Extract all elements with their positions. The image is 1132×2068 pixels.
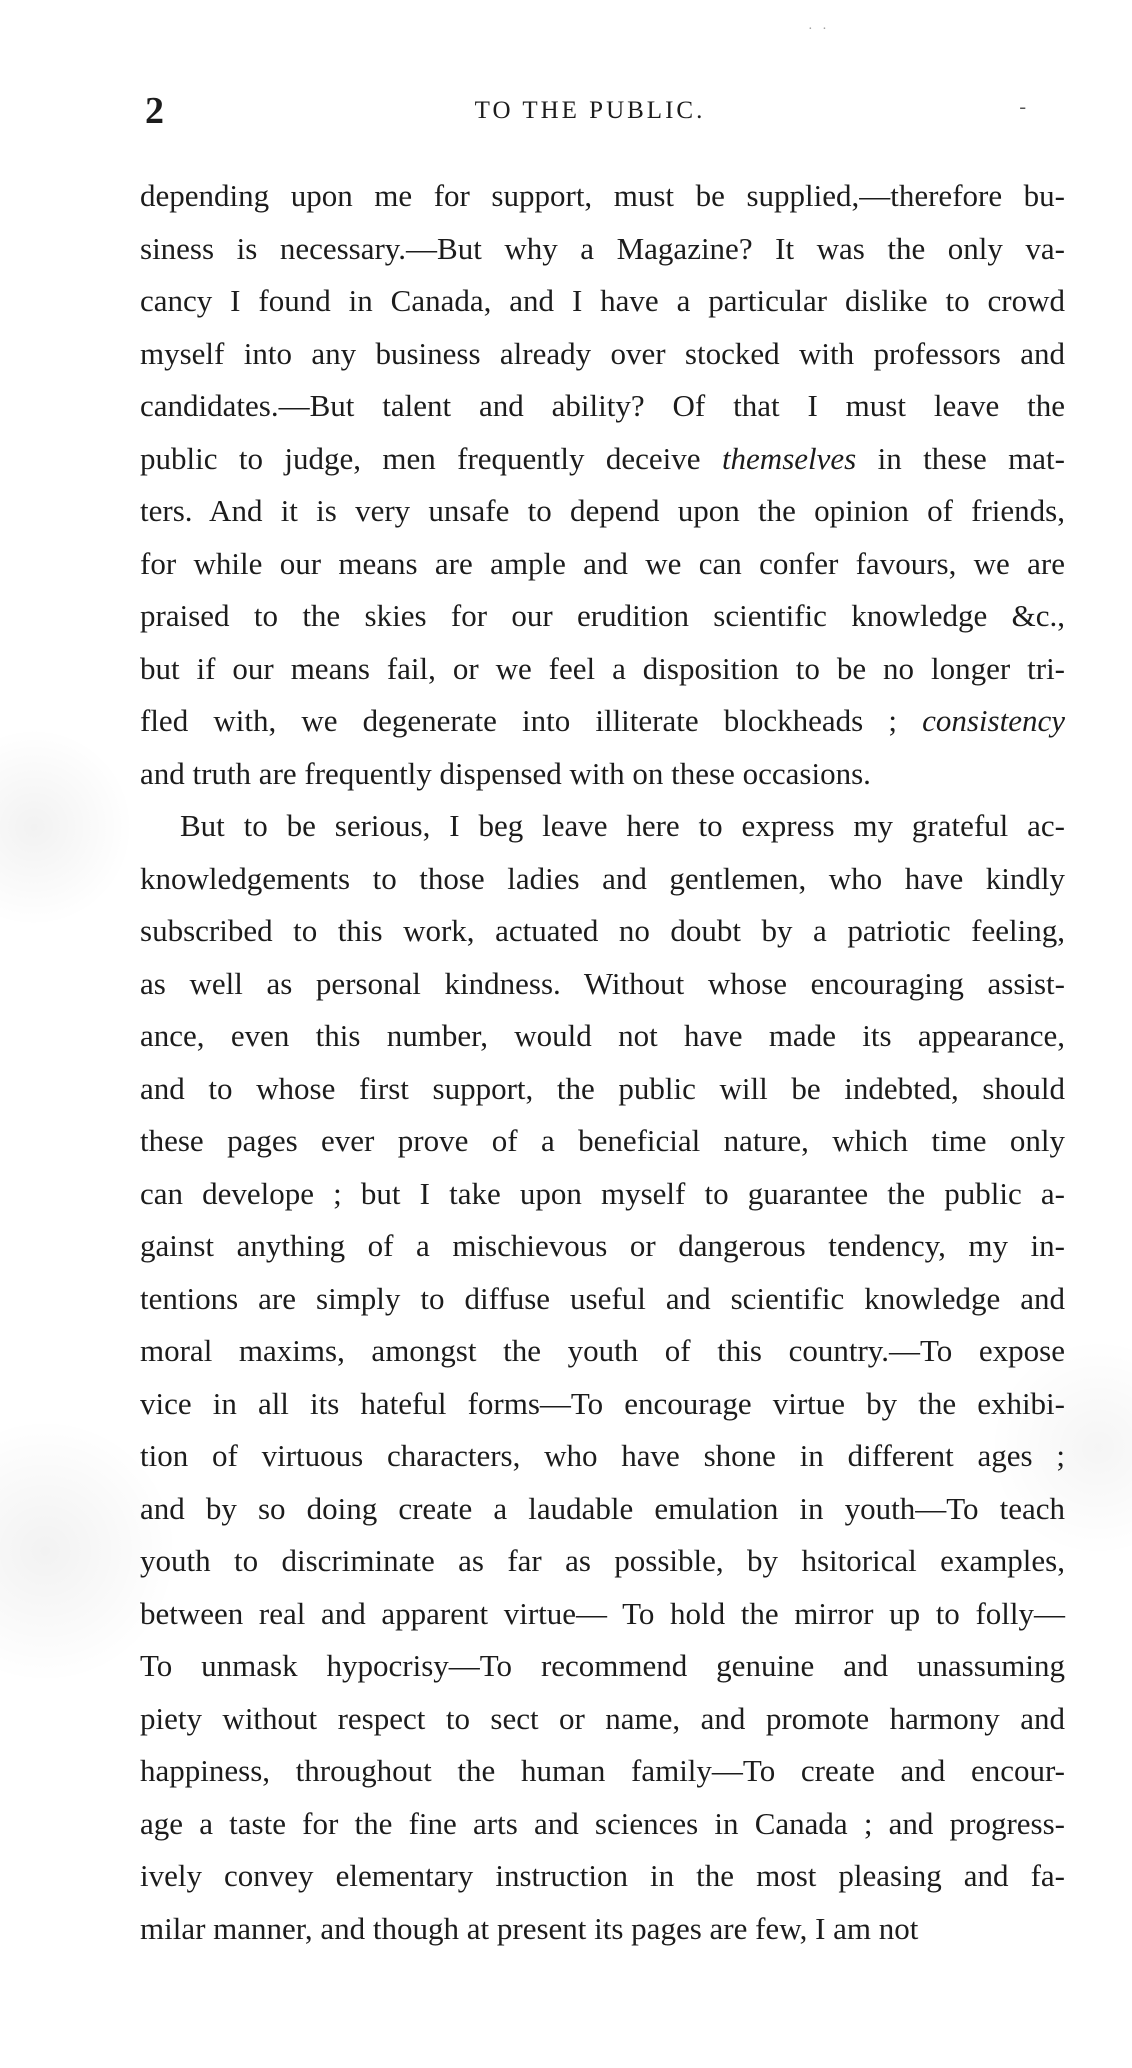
running-head: TO THE PUBLIC. — [474, 97, 706, 124]
line-text: can develope ; but I take upon myself to guarantee the public a- — [140, 1175, 1065, 1211]
line-text: ively convey elementary instruction in the most pleasing and fa- — [140, 1858, 1065, 1893]
line-text: myself into any business already over stocked with professors and — [140, 335, 1065, 371]
text-line — [140, 1903, 1065, 1956]
line-text: ters. And it is very unsafe to depend upon the opinion of friends, — [140, 493, 1065, 528]
line-text: But to be serious, I beg leave here to express my grateful ac- — [180, 808, 1065, 843]
line-text: and by so doing create a laudable emulation in youth—To teach — [140, 1490, 1065, 1526]
line-text: public to judge, men frequently deceive — [140, 440, 722, 476]
line-text: candidates.—But talent and ability? Of that I must leave the — [140, 388, 1065, 423]
text-line — [140, 853, 1065, 906]
line-text: praised to the skies for our erudition scientific knowledge &c., — [140, 598, 1065, 633]
scan-speck: · · — [808, 22, 830, 37]
text-line — [140, 1430, 1065, 1483]
text-line — [140, 1115, 1065, 1168]
text-line — [140, 1640, 1065, 1693]
text-line — [140, 275, 1065, 328]
line-text: but if our means fail, or we feel a disposition to be no longer tri- — [140, 650, 1065, 686]
text-line — [140, 1325, 1065, 1378]
text-line — [140, 1535, 1065, 1588]
text-line — [140, 643, 1065, 696]
line-text: fled with, we degenerate into illiterate blockheads ; — [140, 703, 923, 738]
line-text: and truth are frequently dispensed with on these occasions. — [140, 755, 871, 791]
page-number: 2 — [145, 90, 164, 132]
line-text: tion of virtuous characters, who have shone in different ages ; — [140, 1438, 1065, 1473]
text-line — [140, 1220, 1065, 1273]
line-text: tentions are simply to diffuse useful and scientific knowledge and — [140, 1280, 1065, 1316]
body-text — [140, 170, 1065, 1955]
text-line — [140, 905, 1065, 958]
line-text: gainst anything of a mischievous or dangerous tendency, my in- — [140, 1228, 1065, 1263]
line-text: milar manner, and though at present its pages are few, I am not — [140, 1910, 919, 1946]
text-line — [140, 485, 1065, 538]
text-line — [140, 958, 1065, 1011]
page-header — [140, 88, 1040, 138]
text-line — [140, 1483, 1065, 1536]
text-line — [140, 1588, 1065, 1641]
text-line — [140, 748, 1065, 801]
line-text: youth to discriminate as far as possible, by hsitorical examples, — [140, 1543, 1065, 1578]
line-text: cancy I found in Canada, and I have a particular dislike to crowd — [140, 283, 1065, 318]
line-text: as well as personal kindness. Without whose encouraging assist- — [140, 965, 1065, 1001]
italic-word: consistency — [922, 703, 1065, 738]
paragraph-1 — [140, 170, 1065, 800]
text-line — [140, 590, 1065, 643]
line-text: siness is necessary.—But why a Magazine? It was the only va- — [140, 230, 1065, 266]
text-line — [140, 800, 1065, 853]
header-mark: - — [1019, 96, 1026, 118]
line-text: for while our means are ample and we can confer favours, we are — [140, 545, 1065, 581]
text-line — [140, 433, 1065, 486]
text-line — [140, 1693, 1065, 1746]
line-text: knowledgements to those ladies and gentlemen, who have kindly — [140, 860, 1065, 896]
line-text: these pages ever prove of a beneficial nature, which time only — [140, 1123, 1065, 1158]
text-line — [140, 1745, 1065, 1798]
text-line — [140, 170, 1065, 223]
text-line — [140, 1273, 1065, 1326]
text-line — [140, 328, 1065, 381]
italic-word: themselves — [721, 440, 857, 476]
line-text: ance, even this number, would not have made its appearance, — [140, 1018, 1065, 1053]
text-line — [140, 380, 1065, 433]
text-line — [140, 223, 1065, 276]
line-text: To unmask hypocrisy—To recommend genuine and unassuming — [140, 1648, 1065, 1683]
line-text: moral maxims, amongst the youth of this country.—To expose — [140, 1333, 1065, 1368]
line-text: depending upon me for support, must be supplied,—therefore bu- — [140, 178, 1065, 213]
line-text: piety without respect to sect or name, and promote harmony and — [140, 1700, 1065, 1736]
line-text: and to whose first support, the public will be indebted, should — [140, 1070, 1065, 1106]
text-line — [140, 1063, 1065, 1116]
text-line — [140, 1168, 1065, 1221]
line-text: vice in all its hateful forms—To encourage virtue by the exhibi- — [140, 1385, 1065, 1421]
text-line — [140, 695, 1065, 748]
line-text: between real and apparent virtue— To hold the mirror up to folly— — [140, 1595, 1065, 1631]
text-line — [140, 538, 1065, 591]
text-line — [140, 1850, 1065, 1903]
text-line — [140, 1378, 1065, 1431]
text-line — [140, 1010, 1065, 1063]
line-text: happiness, throughout the human family—To create and encour- — [140, 1753, 1065, 1788]
line-text: age a taste for the fine arts and sciences in Canada ; and progress- — [140, 1805, 1065, 1841]
line-text-after: in these mat- — [856, 440, 1065, 476]
paragraph-2 — [140, 800, 1065, 1955]
text-line — [140, 1798, 1065, 1851]
line-text: subscribed to this work, actuated no doubt by a patriotic feeling, — [140, 913, 1065, 948]
